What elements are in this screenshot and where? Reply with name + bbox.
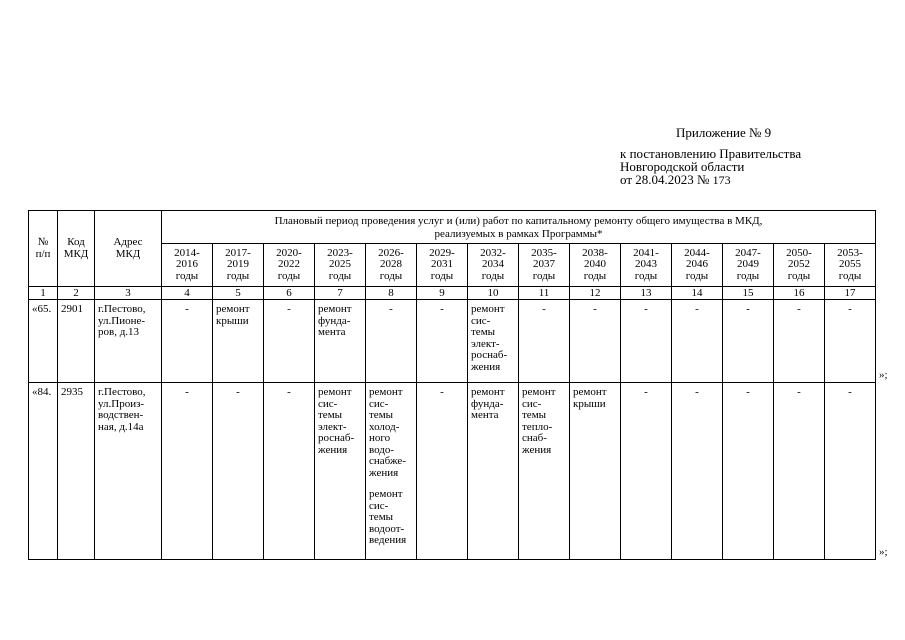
dash-mark: -	[542, 303, 546, 315]
annex-number: 173	[712, 173, 731, 187]
work-cell	[825, 300, 876, 383]
work-cell	[315, 300, 366, 383]
dash-mark: -	[440, 303, 444, 315]
annex-title: Приложение № 9	[676, 125, 772, 140]
year-header: 2044- 2046 годы	[672, 244, 723, 287]
work-item: ремонт сис- темы тепло- снаб- жения	[522, 386, 556, 456]
work-cell	[417, 383, 468, 560]
year-header: 2050- 2052 годы	[774, 244, 825, 287]
work-item: ремонт сис- темы элект- роснаб- жения	[318, 386, 355, 456]
year-header: 2047- 2049 годы	[723, 244, 774, 287]
work-cell	[570, 383, 621, 560]
column-number: 8	[366, 287, 417, 300]
header-planned-period: Плановый период проведения услуг и (или) работ по капитальному ремонту общего имущества в МКД, реализуемых в рамках Программы*	[162, 211, 876, 244]
annex-line-1: к постановлению Правительства	[620, 146, 802, 161]
row-address: г.Пестово, ул.Произ- водствен- ная, д.14а	[95, 383, 162, 560]
dash-mark: -	[746, 303, 750, 315]
work-item: ремонт сис- темы элект- роснаб- жения	[471, 303, 508, 373]
annex-line-3	[620, 173, 900, 187]
year-header: 2023- 2025 годы	[315, 244, 366, 287]
column-number: 17	[825, 287, 876, 300]
year-header: 2041- 2043 годы	[621, 244, 672, 287]
column-number: 3	[95, 287, 162, 300]
work-cell	[315, 383, 366, 560]
year-header: 2017- 2019 годы	[213, 244, 264, 287]
dash-mark: -	[644, 303, 648, 315]
annex-date: от 28.04.2023 №	[620, 172, 710, 187]
work-item: ремонт фунда- мента	[318, 303, 352, 338]
work-cell	[570, 300, 621, 383]
work-cell	[417, 300, 468, 383]
row-number: «84.	[29, 383, 58, 560]
work-cell	[366, 300, 417, 383]
column-number: 2	[58, 287, 95, 300]
row-close-mark: »;	[879, 368, 888, 381]
work-cell	[213, 300, 264, 383]
work-item: ремонт фунда- мента	[471, 386, 505, 421]
year-header: 2014- 2016 годы	[162, 244, 213, 287]
work-cell	[213, 383, 264, 560]
dash-mark: -	[287, 303, 291, 315]
column-number: 5	[213, 287, 264, 300]
work-item: ремонт сис- темы холод- ного водо- снабже- жения	[369, 386, 406, 479]
dash-mark: -	[848, 303, 852, 315]
dash-mark: -	[185, 303, 189, 315]
dash-mark: -	[185, 386, 189, 398]
work-cell	[468, 383, 519, 560]
year-header: 2029- 2031 годы	[417, 244, 468, 287]
work-cell	[366, 383, 417, 560]
work-cell	[774, 300, 825, 383]
row-code: 2935	[58, 383, 95, 560]
column-number: 1	[29, 287, 58, 300]
dash-mark: -	[644, 386, 648, 398]
dash-mark: -	[848, 386, 852, 398]
dash-mark: -	[746, 386, 750, 398]
column-number: 15	[723, 287, 774, 300]
column-number: 9	[417, 287, 468, 300]
work-cell	[723, 300, 774, 383]
year-header: 2038- 2040 годы	[570, 244, 621, 287]
work-cell	[519, 383, 570, 560]
year-header: 2035- 2037 годы	[519, 244, 570, 287]
work-item: ремонт крыши	[573, 386, 607, 410]
table-body	[29, 300, 876, 560]
work-cell	[264, 383, 315, 560]
header-address: Адрес МКД	[95, 211, 162, 287]
work-item: ремонт крыши	[216, 303, 250, 327]
work-cell	[672, 300, 723, 383]
year-header: 2032- 2034 годы	[468, 244, 519, 287]
row-code: 2901	[58, 300, 95, 383]
work-cell	[621, 383, 672, 560]
dash-mark: -	[593, 303, 597, 315]
dash-mark: -	[797, 386, 801, 398]
work-cell	[723, 383, 774, 560]
row-close-mark: »;	[879, 545, 888, 558]
header-code: Код МКД	[58, 211, 95, 287]
table-row	[29, 383, 876, 560]
table-row	[29, 300, 876, 383]
header-no: № п/п	[29, 211, 58, 287]
year-header: 2020- 2022 годы	[264, 244, 315, 287]
work-cell	[774, 383, 825, 560]
column-number: 11	[519, 287, 570, 300]
row-number: «65.	[29, 300, 58, 383]
dash-mark: -	[236, 386, 240, 398]
row-address: г.Пестово, ул.Пионе- ров, д.13	[95, 300, 162, 383]
work-cell	[621, 300, 672, 383]
annex-header	[620, 126, 900, 187]
column-numbers-row	[29, 287, 876, 300]
work-cell	[468, 300, 519, 383]
capital-repair-table	[28, 210, 876, 560]
work-cell	[162, 383, 213, 560]
dash-mark: -	[389, 303, 393, 315]
annex-line-2: Новгородской области	[620, 159, 745, 174]
year-header: 2026- 2028 годы	[366, 244, 417, 287]
work-cell	[672, 383, 723, 560]
work-cell	[825, 383, 876, 560]
work-cell	[264, 300, 315, 383]
work-item: ремонт сис- темы водоот- ведения	[369, 488, 407, 546]
column-number: 16	[774, 287, 825, 300]
dash-mark: -	[440, 386, 444, 398]
work-cell	[162, 300, 213, 383]
column-number: 10	[468, 287, 519, 300]
column-number: 7	[315, 287, 366, 300]
column-number: 4	[162, 287, 213, 300]
column-number: 12	[570, 287, 621, 300]
year-header: 2053- 2055 годы	[825, 244, 876, 287]
column-number: 6	[264, 287, 315, 300]
dash-mark: -	[797, 303, 801, 315]
work-cell	[519, 300, 570, 383]
dash-mark: -	[287, 386, 291, 398]
dash-mark: -	[695, 303, 699, 315]
dash-mark: -	[695, 386, 699, 398]
column-number: 14	[672, 287, 723, 300]
column-number: 13	[621, 287, 672, 300]
